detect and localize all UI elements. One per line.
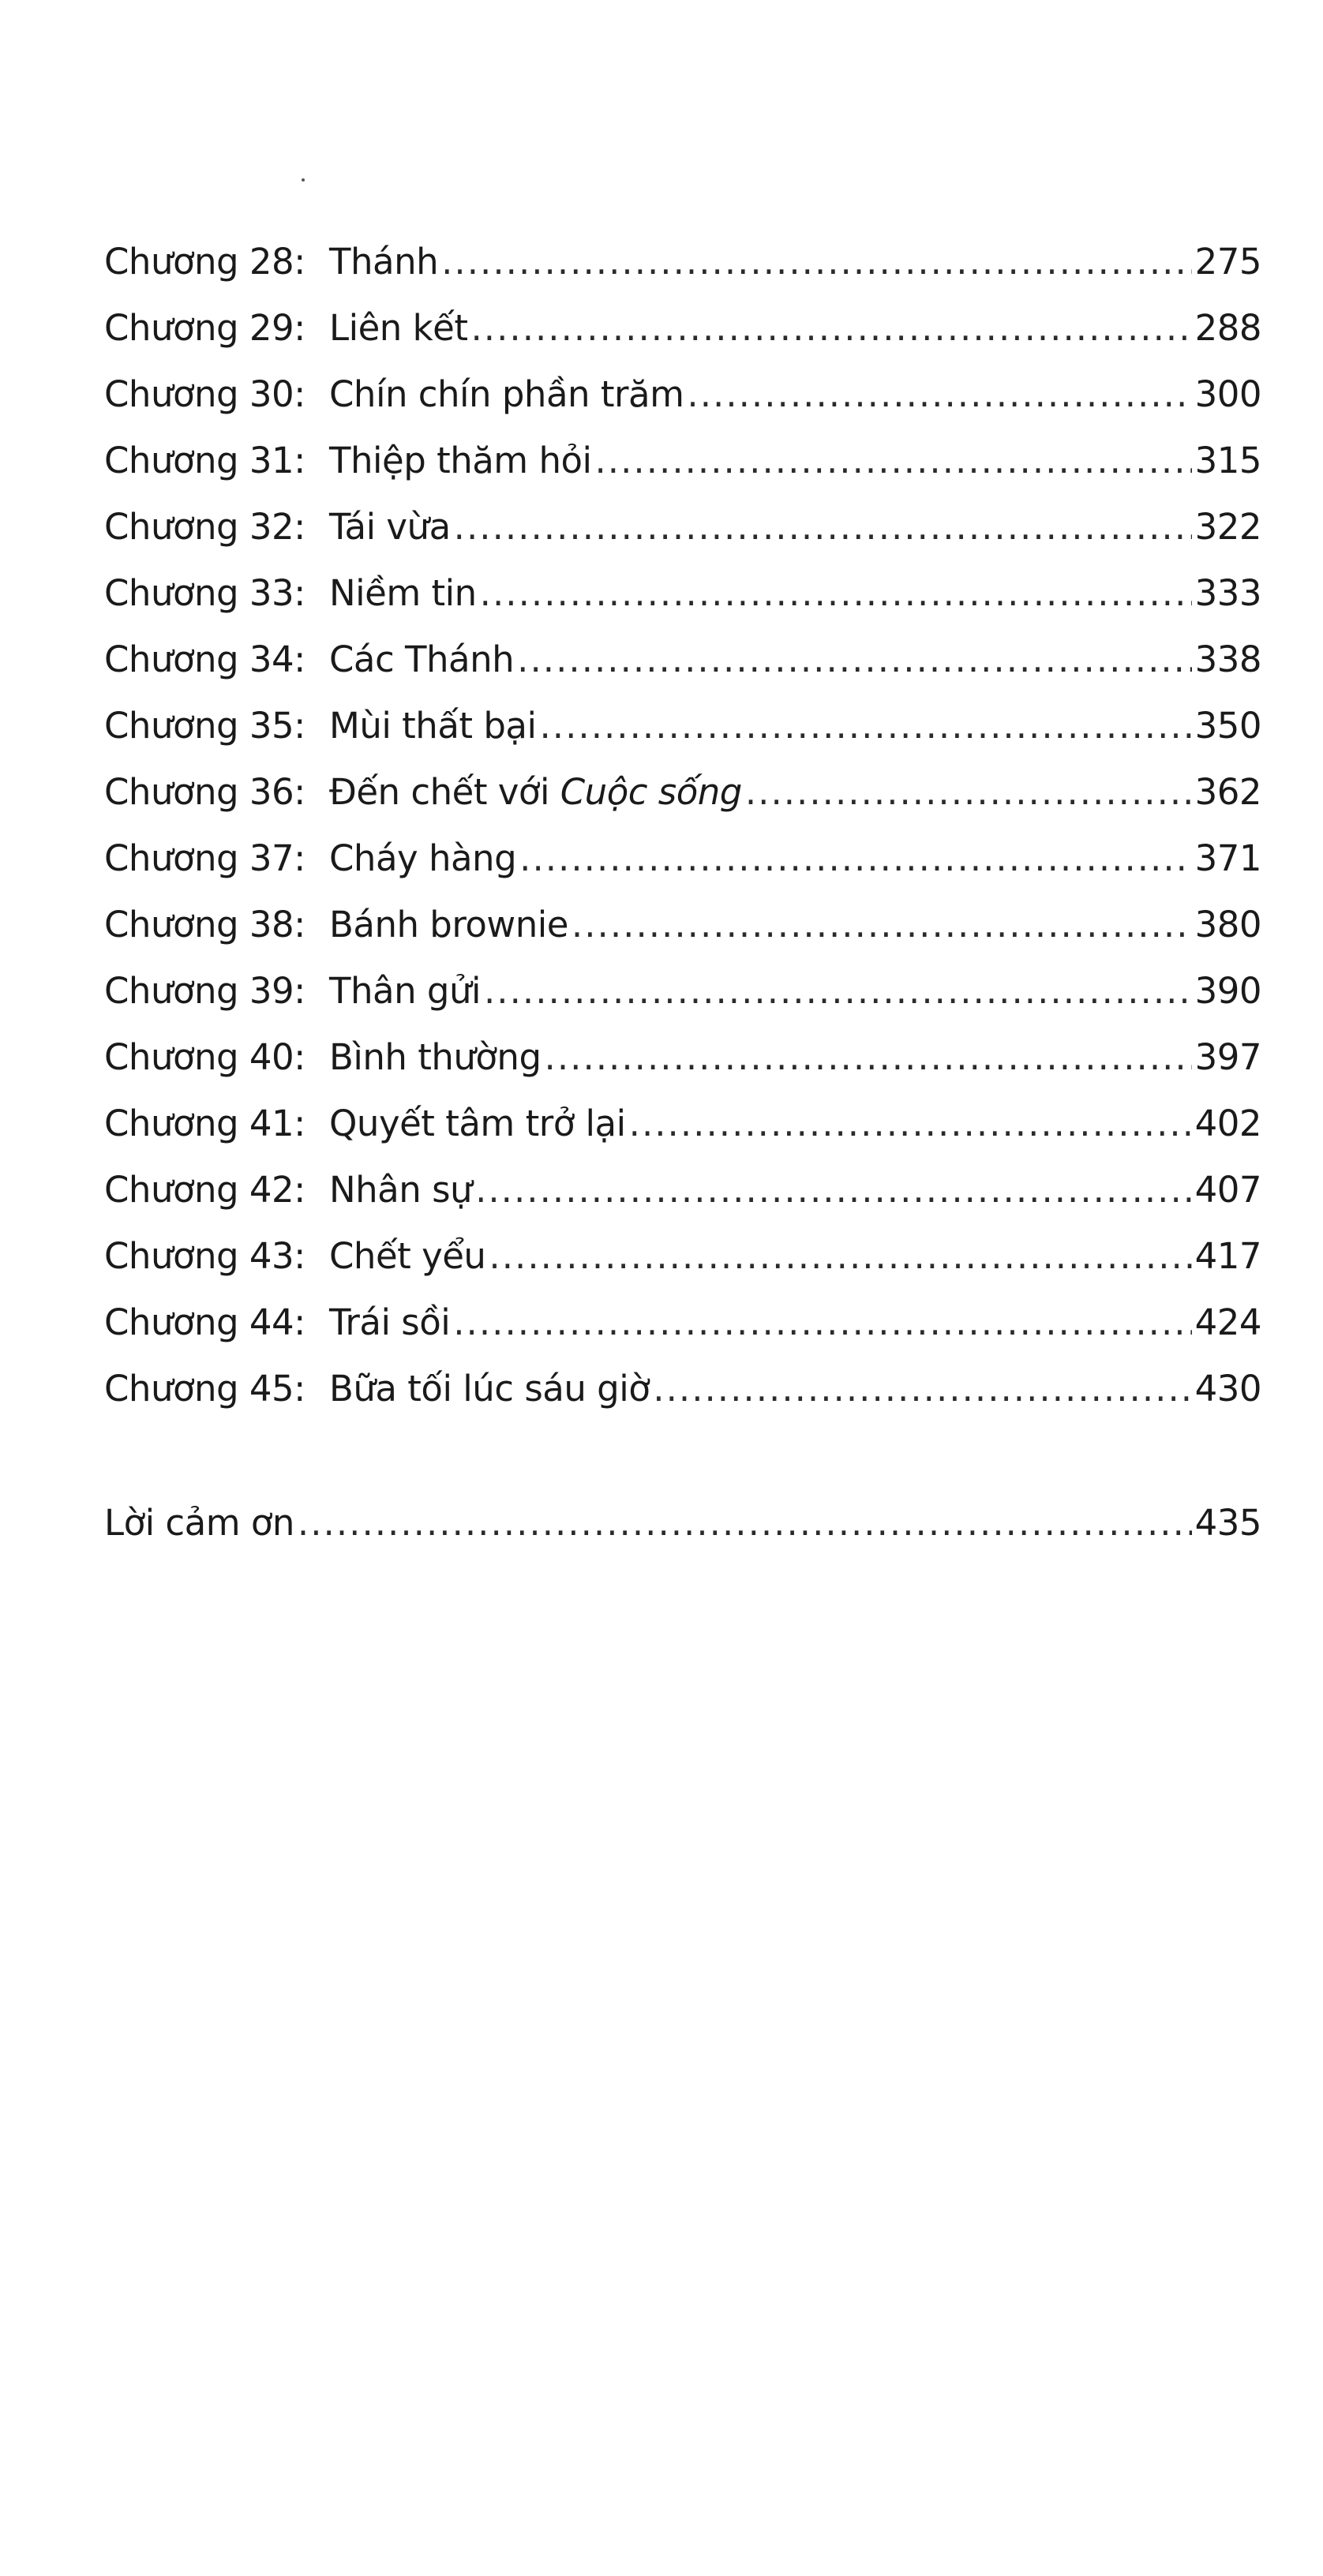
toc-entry-40: [104, 1024, 1261, 1091]
chapter-label: Chương 39:: [104, 970, 305, 1012]
chapter-label: Chương 32:: [104, 506, 305, 548]
dot-leader: [480, 560, 1192, 627]
toc-entry-45: [104, 1356, 1261, 1422]
toc-entry-35: [104, 693, 1261, 759]
chapter-title-text: Đến chết với: [329, 771, 560, 813]
chapter-title: Các Thánh: [329, 638, 515, 680]
chapter-title: Bữa tối lúc sáu giờ: [329, 1368, 650, 1410]
page-number: 333: [1194, 572, 1261, 614]
page-speck: [302, 178, 305, 182]
page-number: 322: [1194, 506, 1261, 548]
dot-leader: [453, 1290, 1191, 1356]
chapter-label: Chương 34:: [104, 638, 305, 680]
toc-entry-30: [104, 361, 1261, 428]
chapter-title: Niềm tin: [329, 572, 477, 614]
chapter-label: Chương 36:: [104, 771, 305, 813]
chapter-label: Chương 38:: [104, 904, 305, 945]
dot-leader: [441, 229, 1191, 295]
dot-leader: [745, 759, 1192, 826]
toc-entry-acknowledgements: [104, 1490, 1261, 1556]
dot-leader: [545, 1024, 1192, 1091]
chapter-title: Bình thường: [329, 1036, 542, 1078]
chapter-label: Chương 45:: [104, 1368, 305, 1410]
chapter-label: Chương 35:: [104, 705, 305, 747]
dot-leader: [475, 1157, 1192, 1223]
acknowledgements-section: [104, 1490, 1261, 1556]
page-number: 407: [1194, 1169, 1261, 1211]
dot-leader: [454, 494, 1192, 560]
acknowledgements-title: Lời cảm ơn: [104, 1502, 294, 1544]
dot-leader: [484, 958, 1192, 1024]
page-number: 350: [1194, 705, 1261, 747]
dot-leader: [470, 295, 1191, 361]
toc-entry-29: [104, 295, 1261, 361]
chapter-label: Chương 30:: [104, 373, 305, 415]
page-number: 390: [1194, 970, 1261, 1012]
dot-leader: [572, 892, 1192, 958]
chapter-label: Chương 40:: [104, 1036, 305, 1078]
toc-entry-38: [104, 892, 1261, 958]
chapter-title: Mùi thất bại: [329, 705, 537, 747]
dot-leader: [595, 428, 1192, 494]
chapter-title: Thân gửi: [329, 970, 481, 1012]
page-number: 275: [1194, 241, 1261, 283]
page-number: 380: [1194, 904, 1261, 945]
toc-entry-32: [104, 494, 1261, 560]
chapter-label: Chương 31:: [104, 440, 305, 481]
page-number: 435: [1194, 1502, 1261, 1544]
dot-leader: [539, 693, 1191, 759]
page-number: 315: [1194, 440, 1261, 481]
page-number: 430: [1194, 1368, 1261, 1410]
chapter-title-italic: Cuộc sống: [560, 771, 742, 813]
toc-entry-36: [104, 759, 1261, 826]
page-number: 417: [1194, 1235, 1261, 1277]
chapter-title: Thánh: [329, 241, 439, 283]
chapter-title: Cháy hàng: [329, 837, 517, 879]
page-number: 362: [1194, 771, 1261, 813]
chapter-label: Chương 43:: [104, 1235, 305, 1277]
chapter-label: Chương 33:: [104, 572, 305, 614]
dot-leader: [489, 1223, 1191, 1290]
toc-entry-41: [104, 1091, 1261, 1157]
chapter-title: Chết yểu: [329, 1235, 486, 1277]
chapter-title: Thiệp thăm hỏi: [329, 440, 592, 481]
page-number: 371: [1194, 837, 1261, 879]
toc-entry-28: [104, 229, 1261, 295]
chapter-title: Bánh brownie: [329, 904, 568, 945]
toc-entry-42: [104, 1157, 1261, 1223]
toc-entry-34: [104, 627, 1261, 693]
page-number: 397: [1194, 1036, 1261, 1078]
page-number: 338: [1194, 638, 1261, 680]
dot-leader: [298, 1490, 1192, 1556]
chapter-title: Quyết tâm trở lại: [329, 1103, 626, 1144]
page-number: 424: [1194, 1301, 1261, 1343]
page-number: 402: [1194, 1103, 1261, 1144]
toc-entry-39: [104, 958, 1261, 1024]
chapter-title: Nhân sự: [329, 1169, 473, 1211]
page-number: 288: [1194, 307, 1261, 349]
chapter-title: Chín chín phần trăm: [329, 373, 684, 415]
chapter-label: Chương 37:: [104, 837, 305, 879]
dot-leader: [653, 1356, 1191, 1422]
page-number: 300: [1194, 373, 1261, 415]
chapter-label: Chương 29:: [104, 307, 305, 349]
chapter-label: Chương 44:: [104, 1301, 305, 1343]
chapter-title: Tái vừa: [329, 506, 451, 548]
dot-leader: [519, 826, 1191, 892]
chapter-label: Chương 42:: [104, 1169, 305, 1211]
dot-leader: [687, 361, 1191, 428]
dot-leader: [629, 1091, 1192, 1157]
toc-entry-44: [104, 1290, 1261, 1356]
toc-entry-31: [104, 428, 1261, 494]
table-of-contents: [104, 229, 1261, 1422]
chapter-title: Trái sồi: [329, 1301, 451, 1343]
dot-leader: [517, 627, 1191, 693]
chapter-title: Liên kết: [329, 307, 468, 349]
chapter-title: [329, 759, 742, 826]
toc-entry-33: [104, 560, 1261, 627]
toc-entry-43: [104, 1223, 1261, 1290]
chapter-label: Chương 41:: [104, 1103, 305, 1144]
chapter-label: Chương 28:: [104, 241, 305, 283]
toc-entry-37: [104, 826, 1261, 892]
